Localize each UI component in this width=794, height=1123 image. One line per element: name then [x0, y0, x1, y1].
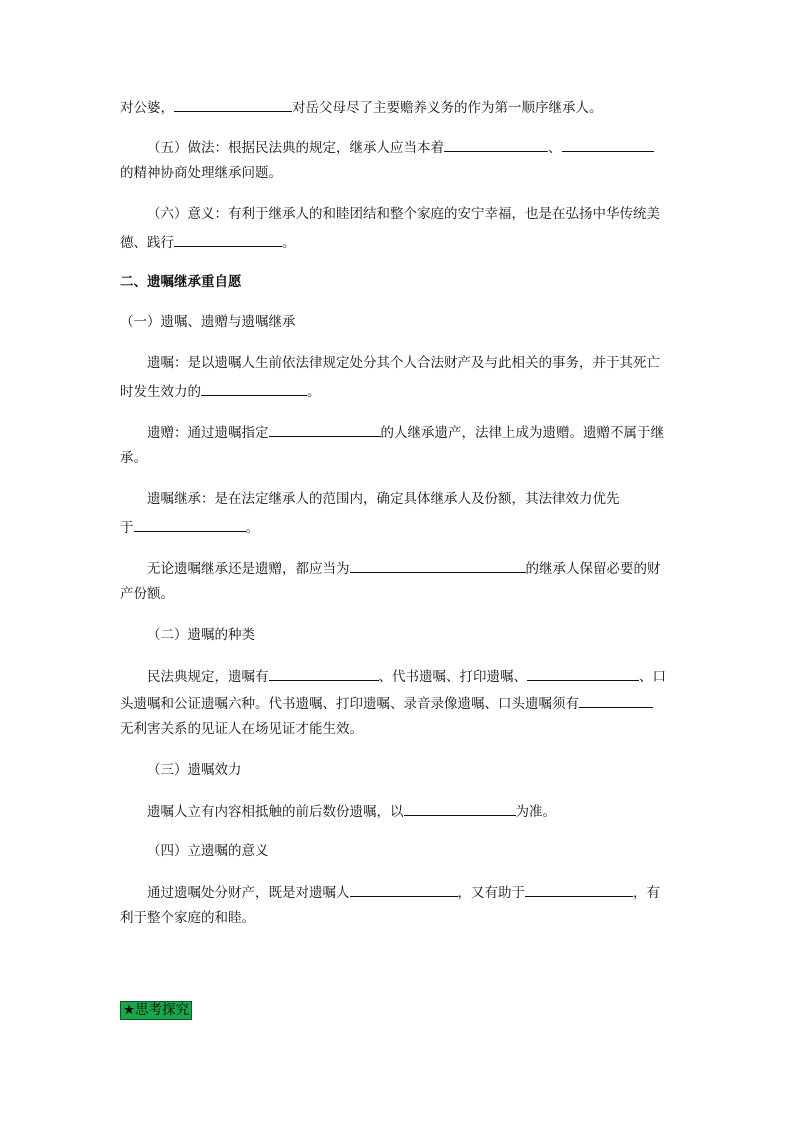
text: 、代书遗嘱、打印遗嘱、 [378, 669, 527, 685]
paragraph-will-meaning-cont [120, 909, 255, 927]
section-heading: 二、遗嘱继承重自愿 [120, 274, 242, 290]
paragraph-testamentary-succession-cont [120, 517, 259, 537]
paragraph-significance [147, 205, 660, 223]
fill-blank[interactable] [579, 693, 653, 708]
text: 利于整个家庭的和睦。 [120, 910, 255, 926]
paragraph-reserved-share [147, 558, 661, 578]
text: 时发生效力的 [120, 384, 201, 400]
text: 。 [282, 235, 296, 251]
text: 的人继承遗产，法律上成为遗赠。遗赠不属于继 [380, 425, 664, 441]
text: 遗嘱继承：是在法定继承人的范围内，确定具体继承人及份额，其法律效力优先 [147, 491, 620, 507]
text: 的精神协商处理继承问题。 [120, 165, 282, 181]
paragraph-will-meaning [147, 882, 660, 902]
text: 。 [307, 384, 321, 400]
paragraph-approach-cont [120, 164, 282, 182]
subsection-heading: （四）立遗嘱的意义 [147, 843, 269, 859]
paragraph-significance-cont [120, 232, 296, 252]
fill-blank[interactable] [525, 882, 633, 897]
text: （五）做法：根据民法典的规定，继承人应当本着 [147, 140, 444, 156]
paragraph-heirs-in-law [120, 97, 603, 117]
paragraph-will-types-cont [120, 693, 653, 713]
fill-blank[interactable] [350, 558, 526, 573]
text: 头遗嘱和公证遗嘱六种。代书遗嘱、打印遗嘱、录音录像遗嘱、口头遗嘱须有 [120, 696, 579, 712]
fill-blank[interactable] [269, 422, 381, 437]
paragraph-will-types-cont2 [120, 720, 363, 738]
subsection-heading: （三）遗嘱效力 [147, 762, 242, 778]
text: 、口 [639, 669, 666, 685]
subsection-heading: （一）遗嘱、遗赠与遗嘱继承 [120, 314, 296, 330]
text: 承。 [120, 450, 147, 466]
paragraph-will-types [147, 666, 666, 686]
text: ，有 [633, 885, 660, 901]
text: 、 [548, 140, 562, 156]
fill-blank[interactable] [201, 381, 307, 396]
paragraph-bequest [147, 422, 664, 442]
fill-blank[interactable] [350, 882, 458, 897]
text: ，又有助于 [457, 885, 525, 901]
text: 民法典规定，遗嘱有 [147, 669, 269, 685]
paragraph-reserved-share-cont [120, 585, 174, 603]
fill-blank[interactable] [404, 801, 516, 816]
fill-blank[interactable] [174, 97, 292, 112]
text: 遗赠：通过遗嘱指定 [147, 425, 269, 441]
text: 无论遗嘱继承还是遗赠，都应当为 [147, 561, 350, 577]
text: 德、践行 [120, 235, 174, 251]
fill-blank[interactable] [562, 137, 654, 152]
fill-blank[interactable] [527, 666, 639, 681]
paragraph-will-validity [147, 801, 556, 821]
fill-blank[interactable] [174, 232, 282, 247]
text: （六）意义：有利于继承人的和睦团结和整个家庭的安宁幸福，也是在弘扬中华传统美 [147, 206, 660, 222]
fill-blank[interactable] [444, 137, 548, 152]
text: 为准。 [515, 804, 556, 820]
paragraph-approach [147, 137, 654, 157]
subsection-heading: （二）遗嘱的种类 [147, 627, 255, 643]
text: 无利害关系的见证人在场见证才能生效。 [120, 721, 363, 737]
fill-blank[interactable] [134, 517, 246, 532]
text: 遗嘱：是以遗嘱人生前依法律规定处分其个人合法财产及与此相关的事务，并于其死亡 [147, 355, 660, 371]
paragraph-will-definition-cont [120, 381, 321, 401]
text: 对岳父母尽了主要赡养义务的作为第一顺序继承人。 [292, 100, 603, 116]
text: 通过遗嘱处分财产，既是对遗嘱人 [147, 885, 350, 901]
paragraph-bequest-cont [120, 449, 147, 467]
text: 对公婆， [120, 100, 174, 116]
paragraph-will-definition [147, 354, 660, 372]
text: 。 [245, 520, 259, 536]
text: 于 [120, 520, 134, 536]
paragraph-testamentary-succession [147, 490, 620, 508]
fill-blank[interactable] [269, 666, 379, 681]
think-explore-tag: ★思考探究 [120, 1001, 192, 1020]
text: 的继承人保留必要的财 [525, 561, 661, 577]
text: 遗嘱人立有内容相抵触的前后数份遗嘱，以 [147, 804, 404, 820]
text: 产份额。 [120, 586, 174, 602]
